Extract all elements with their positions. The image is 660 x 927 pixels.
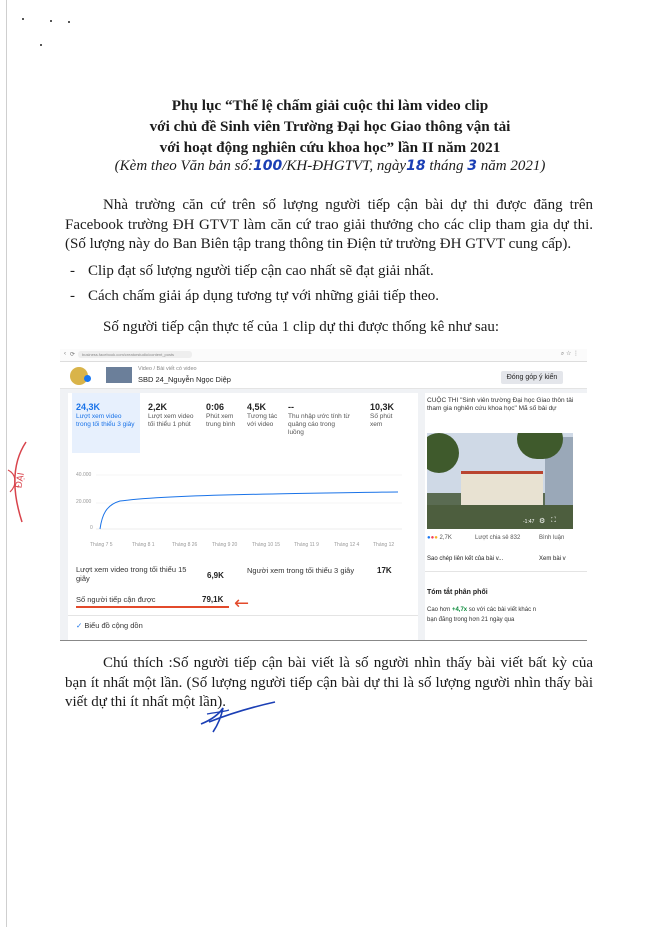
y-tick: 0 xyxy=(90,525,93,531)
stats-intro-text: Số người tiếp cận thực tế của 1 clip dự thi được thống kê như sau: xyxy=(103,319,500,335)
handwritten-month: 3 xyxy=(467,158,477,174)
reach-value: 79,1K xyxy=(202,595,224,604)
cumulative-chart-link[interactable] xyxy=(76,621,143,630)
scan-speck xyxy=(50,20,52,22)
metric-value: 24,3K xyxy=(76,402,101,412)
bullet-text: Clip đạt số lượng người tiếp cận cao nhất sẽ đạt giải nhất. xyxy=(88,263,434,279)
metric-label: Số phút xem xyxy=(370,413,393,428)
post-caption: CUỘC THI "Sinh viên trường Đại học Giao thôn tải tham gia nghiên cứu khoa học" Mã số bài dự xyxy=(427,397,574,412)
metric-card[interactable] xyxy=(206,403,236,429)
distribution-text: Cao hơn xyxy=(427,607,452,613)
stat-views-15s-label: Lượt xem video trong tối thiểu 15 giây xyxy=(76,565,187,583)
metric-label: Lượt xem video trong tối thiểu 3 giây xyxy=(76,413,135,428)
subtitle-part: (Kèm theo Văn bản số: xyxy=(114,158,253,174)
appendix-title-line-1: Phụ lục “Thể lệ chấm giải cuộc thi làm video clip xyxy=(171,97,489,114)
fullscreen-icon[interactable]: ⛶ xyxy=(551,517,556,524)
post-video[interactable] xyxy=(427,433,573,529)
stat-views-15s-value: 6,9K xyxy=(207,571,224,580)
main-paragraph-text: Nhà trường căn cứ trên số lượng người tiếp cận bài dự thi được đăng trên Facebook trường ĐH GTVT làm căn cứ trao giải thưởng cho các clip tham gia dự thi. (Số lượng này do Ban Biên tập trang thông tin Điện tử trường ĐH GTVT cung cấp). xyxy=(65,197,593,252)
bullet-text: Cách chấm giải áp dụng tương tự với những giải tiếp theo. xyxy=(88,288,440,304)
handwritten-signature xyxy=(199,700,279,736)
handwritten-day: 18 xyxy=(406,158,426,174)
x-tick: Tháng 8 26 xyxy=(172,542,198,548)
subtitle-part: /KH-ĐHGTVT, ngày xyxy=(282,158,407,174)
subtitle-part: tháng xyxy=(425,158,468,174)
views-line-chart xyxy=(72,465,402,535)
distribution-multiplier: +4,7x xyxy=(451,607,468,613)
metric-value: 0:06 xyxy=(206,402,225,412)
share-count: Lượt chia sẻ 832 xyxy=(475,535,521,541)
metric-card[interactable] xyxy=(148,403,200,429)
x-tick: Tháng 11 9 xyxy=(294,542,319,548)
divider xyxy=(425,571,587,572)
distribution-text-2: bạn đăng trong hơn 21 ngày qua xyxy=(427,617,515,623)
metric-label: Phút xem trung bình xyxy=(206,413,236,428)
x-tick: Tháng 9 20 xyxy=(212,542,238,548)
metric-card[interactable] xyxy=(247,403,281,429)
distribution-title: Tóm tắt phân phối xyxy=(427,589,488,596)
screenshot-bottom-rule xyxy=(60,640,587,641)
x-tick: Tháng 8 1 xyxy=(132,542,155,548)
attached-document-reference xyxy=(60,158,600,175)
video-thumbnail xyxy=(106,367,132,383)
stats-intro xyxy=(65,318,593,338)
back-icon[interactable]: ‹ xyxy=(64,351,66,357)
view-post-button[interactable]: Xem bài v xyxy=(539,556,566,562)
appendix-title-line-2: với chủ đề Sinh viên Trường Đại học Giao thông vận tải xyxy=(149,118,511,135)
views-line xyxy=(100,492,398,529)
feedback-button[interactable]: Đóng góp ý kiến xyxy=(501,371,563,384)
bullet-item: - Clip đạt số lượng người tiếp cận cao nhất sẽ đạt giải nhất. xyxy=(70,263,434,279)
divider xyxy=(68,615,418,616)
stat-viewers-3s-value: 17K xyxy=(377,566,392,575)
scan-speck xyxy=(40,44,42,46)
distribution-text: so với các bài viết khác n xyxy=(467,607,537,613)
metric-card[interactable] xyxy=(288,403,350,437)
comment-link[interactable]: Bình luận xyxy=(539,535,565,541)
insights-panel xyxy=(68,393,418,640)
y-tick: 40.000 xyxy=(76,472,92,478)
reload-icon[interactable]: ⟳ xyxy=(70,352,76,358)
red-stamp-mark xyxy=(4,440,38,526)
reach-arrow-icon: ← xyxy=(234,593,250,614)
distribution-summary xyxy=(427,607,536,613)
video-time: -1:47 xyxy=(523,519,535,525)
facebook-icon xyxy=(84,375,91,382)
settings-icon[interactable]: ⚙ xyxy=(539,518,546,525)
note-paragraph xyxy=(65,654,593,713)
note-text: Chú thích :Số người tiếp cận bài viết là số người nhìn thấy bài viết bất kỳ của bạn ít nhất một lần. (Số lượng người tiếp cận bài dự thi là số lượng người nhìn thấy bài viết dự thi ít nhất một lần). xyxy=(65,655,593,710)
video-title: SBD 24_Nguyễn Ngọc Diệp xyxy=(138,375,231,384)
metric-card[interactable] xyxy=(72,393,140,453)
x-tick: Tháng 7 5 xyxy=(90,542,113,548)
reaction-count: 2,7K xyxy=(439,535,452,541)
metric-value: 2,2K xyxy=(148,402,168,412)
metric-label: Tương tác với video xyxy=(247,413,278,428)
metric-value: -- xyxy=(288,402,294,412)
video-building xyxy=(461,471,543,508)
subtitle-part: năm 2021) xyxy=(477,158,546,174)
appendix-title-line-3: với hoạt động nghiên cứu khoa học” lần II năm 2021 xyxy=(159,139,501,156)
like-icon: ● xyxy=(427,535,431,541)
reach-highlight-underline xyxy=(76,606,229,608)
post-preview-panel xyxy=(425,393,587,640)
reach-label: Số người tiếp cận được xyxy=(76,595,156,604)
main-paragraph xyxy=(65,196,593,255)
metric-card[interactable] xyxy=(370,403,400,429)
breadcrumb: Video / Bài viết có video xyxy=(138,366,197,372)
x-tick: Tháng 12 xyxy=(373,542,395,548)
metric-label: Lượt xem video tối thiểu 1 phút xyxy=(148,413,194,428)
metric-value: 4,5K xyxy=(247,402,267,412)
browser-bar xyxy=(60,349,587,362)
stat-viewers-3s-label: Người xem trong tối thiểu 3 giây xyxy=(247,566,355,575)
x-tick: Tháng 12 4 xyxy=(334,542,360,548)
reactions xyxy=(427,535,452,541)
cumulative-chart-label: Biểu đồ cộng dồn xyxy=(84,621,143,630)
bullet-item: - Cách chấm giải áp dụng tương tự với những giải tiếp theo. xyxy=(70,288,440,304)
x-tick: Tháng 10 15 xyxy=(252,542,281,548)
scan-speck xyxy=(22,18,24,20)
metric-label: Thu nhập ước tính từ quảng cáo trong luồng xyxy=(288,413,350,436)
metric-value: 10,3K xyxy=(370,402,395,412)
stamp-text: ĐẠI xyxy=(14,471,27,490)
scan-speck xyxy=(68,21,70,23)
love-icon: ● xyxy=(430,535,435,541)
page-header xyxy=(60,362,587,389)
copy-link-button[interactable]: Sao chép liên kết của bài v... xyxy=(427,556,504,562)
url-bar[interactable]: business.facebook.com/creatorstudio/content_posts xyxy=(78,351,192,358)
check-icon: ✓ xyxy=(76,621,85,630)
wow-icon: ● xyxy=(434,535,438,541)
handwritten-doc-number: 100 xyxy=(252,158,283,174)
facebook-insights-screenshot xyxy=(60,349,587,640)
browser-actions-icon[interactable]: ⌕ ☆ ⋮ xyxy=(560,351,579,357)
y-tick: 20.000 xyxy=(76,499,92,505)
